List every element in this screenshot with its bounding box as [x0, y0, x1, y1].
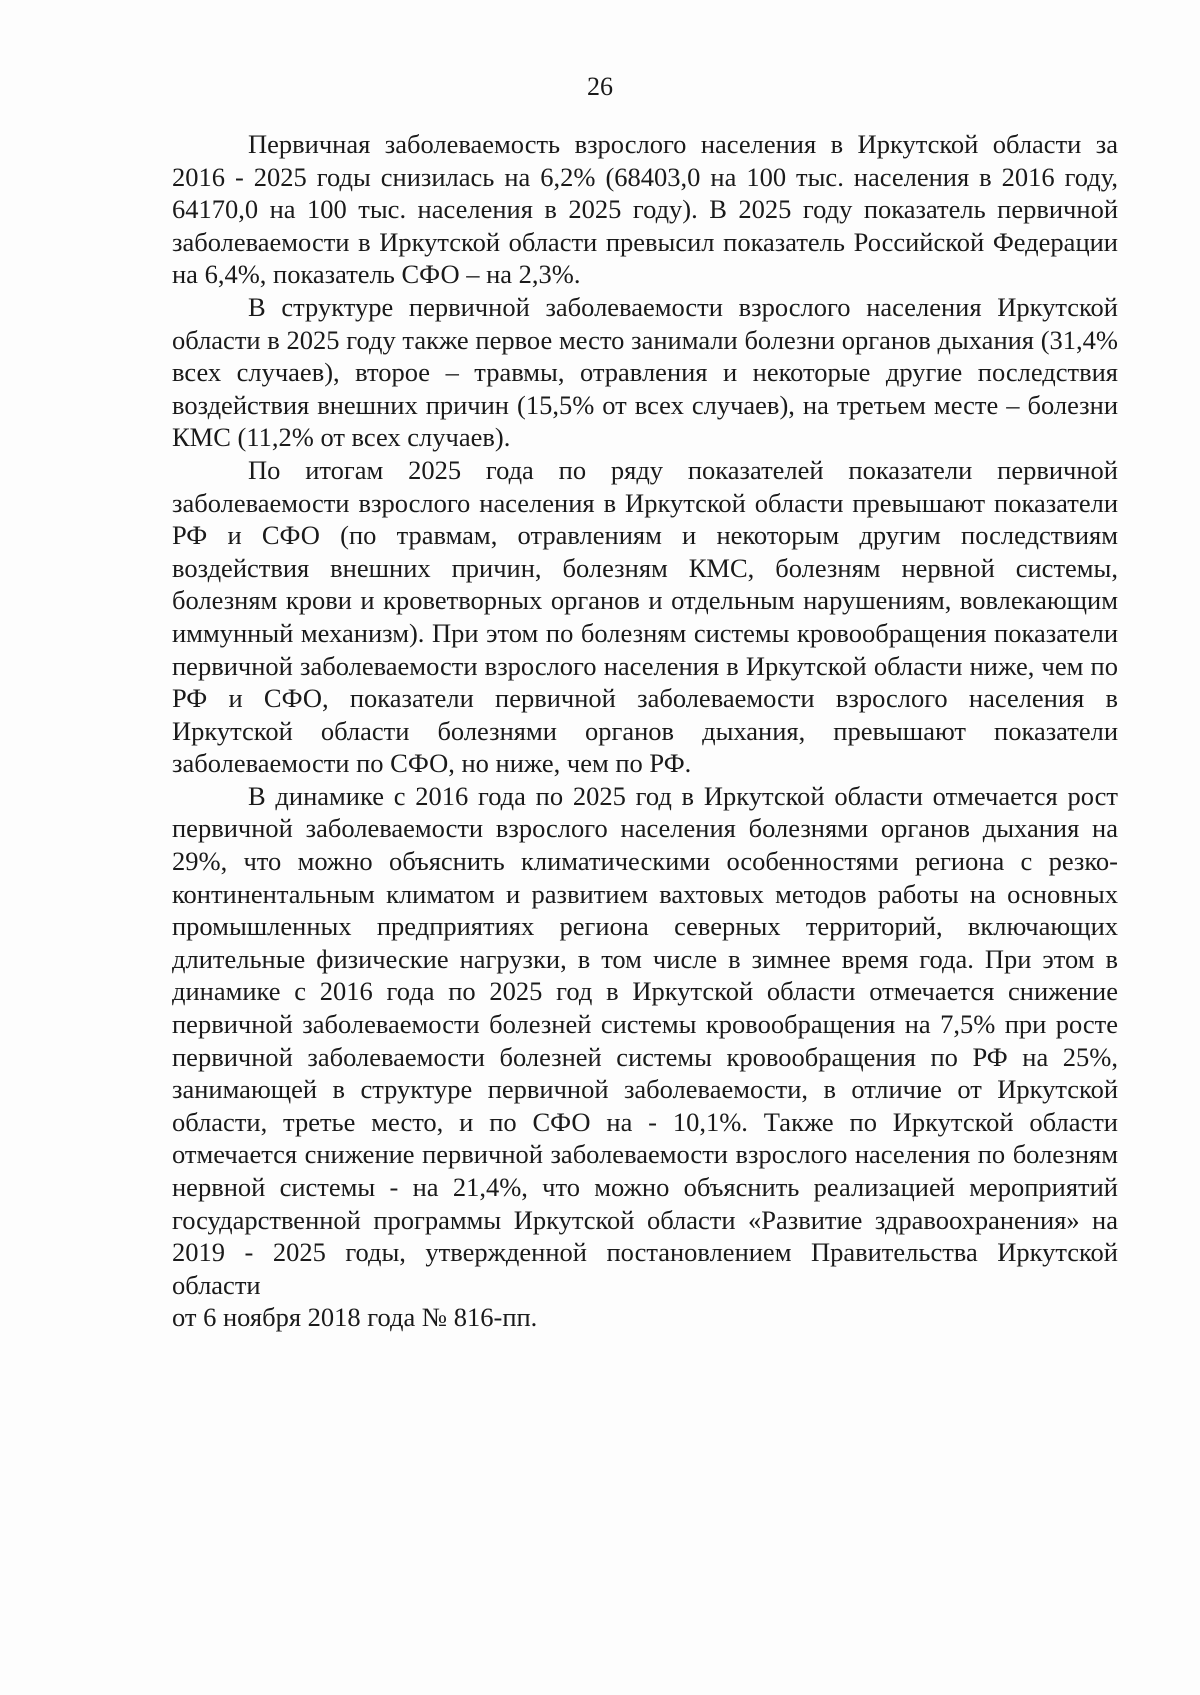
- document-body: [172, 128, 1118, 1334]
- paragraph-4: В динамике с 2016 года по 2025 год в Иркутской области отмечается рост первичной заболеваемости взрослого населения болезнями органов дыхания на 29%, что можно объяснить климатическими особенностями региона с резко-континентальным климатом и развитием вахтовых методов работы на основных промышленных предприятиях региона северных территорий, включающих длительные физические нагрузки, в том числе в зимнее время года. При этом в динамике с 2016 года по 2025 год в Иркутской области отмечается снижение первичной заболеваемости болезней системы кровообращения на 7,5% при росте первичной заболеваемости болезней системы кровообращения по РФ на 25%, занимающей в структуре первичной заболеваемости, в отличие от Иркутской области, третье место, и по СФО на - 10,1%. Также по Иркутской области отмечается снижение первичной заболеваемости взрослого населения по болезням нервной системы - на 21,4%, что можно объяснить реализацией мероприятий государственной программы Иркутской области «Развитие здравоохранения» на 2019 - 2025 годы, утвержденной постановлением Правительства Иркутской области: [172, 780, 1118, 1300]
- paragraph-3: По итогам 2025 года по ряду показателей показатели первичной заболеваемости взрослого населения в Иркутской области превышают показатели РФ и СФО (по травмам, отравлениям и некоторым другим последствиям воздействия внешних причин, болезням КМС, болезням нервной системы, болезням крови и кроветворных органов и отдельным нарушениям, вовлекающим иммунный механизм). При этом по болезням системы кровообращения показатели первичной заболеваемости взрослого населения в Иркутской области ниже, чем по РФ и СФО, показатели первичной заболеваемости взрослого населения в Иркутской области болезнями органов дыхания, превышают показатели заболеваемости по СФО, но ниже, чем по РФ.: [172, 454, 1118, 779]
- paragraph-1: Первичная заболеваемость взрослого населения в Иркутской области за 2016 - 2025 годы снизилась на 6,2% (68403,0 на 100 тыс. населения в 2016 году, 64170,0 на 100 тыс. населения в 2025 году). В 2025 году показатель первичной заболеваемости в Иркутской области превысил показатель Российской Федерации на 6,4%, показатель СФО – на 2,3%.: [172, 129, 1118, 290]
- paragraph-2: В структуре первичной заболеваемости взрослого населения Иркутской области в 2025 году также первое место занимали болезни органов дыхания (31,4% всех случаев), второе – травмы, отравления и некоторые другие последствия воздействия внешних причин (15,5% от всех случаев), на третьем месте – болезни КМС (11,2% от всех случаев).: [172, 291, 1118, 453]
- page-number: 26: [587, 72, 613, 101]
- paragraph-4-final-line: от 6 ноября 2018 года № 816-пп.: [172, 1302, 538, 1333]
